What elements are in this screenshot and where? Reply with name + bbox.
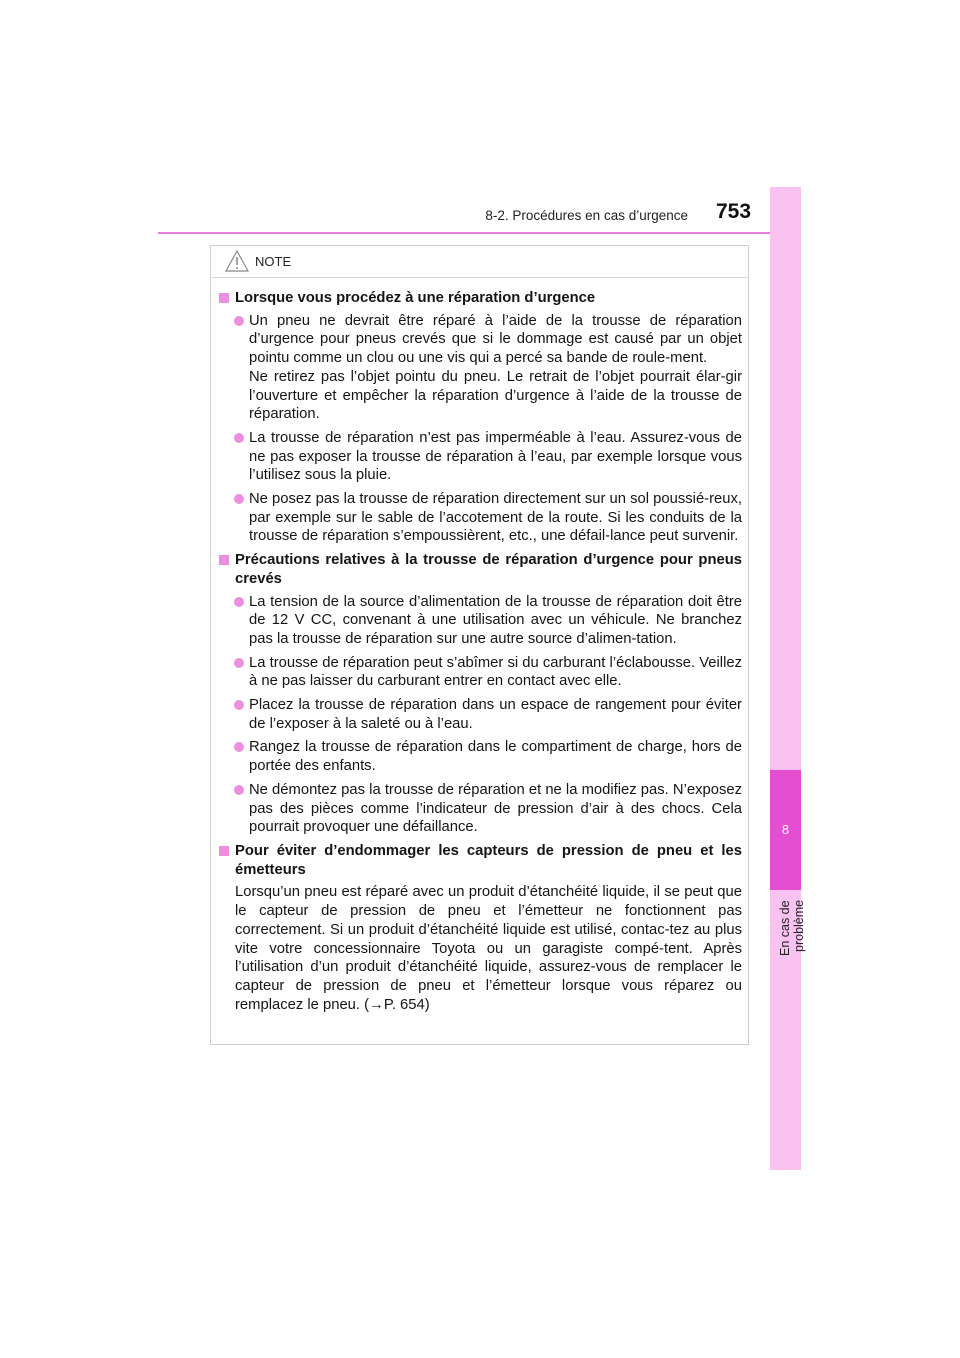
note-header (211, 246, 748, 278)
note-body (211, 278, 748, 1014)
page-number: 753 (716, 200, 752, 223)
note-box (210, 245, 749, 1045)
list-item (219, 312, 742, 424)
header-section-title: 8-2. Procédures en cas d’urgence (485, 208, 688, 223)
paragraph: Lorsqu’un pneu est réparé avec un produit d’étanchéité liquide, il se peut que le capteur de pression de pneu et l’émetteur ne fonctionnent pas correctement. Si un produit d’étanchéité liquide est utilisé, contac-tez au plus vite votre concessionnaire Toyota ou un garagiste compé-tent. Après l’utilisation d’un produit d’étanchéité liquide, assurez-vous de remplacer le capteur de pression de pneu et l’émetteur lorsque vous réparez ou remplacez le pneu. (→P. 654) (235, 884, 742, 1013)
section-title-emergency-repair: Lorsque vous procédez à une réparation d’urgence (219, 289, 742, 308)
chapter-side-tab (770, 187, 801, 1170)
list-item: Ne démontez pas la trousse de réparation et ne la modifiez pas. N’exposez pas des pièces comme l’indicateur de pression d’air à des chocs. Cela pourrait provoquer une défaillance. (219, 781, 742, 837)
warning-triangle-icon (225, 250, 249, 277)
list-item: La trousse de réparation n’est pas imperméable à l’eau. Assurez-vous de ne pas exposer la trousse de réparation à l’eau, par exemple lorsque vous l’utilisez sous la pluie. (219, 429, 742, 485)
list-item: La tension de la source d’alimentation de la trousse de réparation doit être de 12 V CC, convenant à une utilisation avec un véhicule. Ne branchez pas la trousse de réparation sur une autre source d’alimen-tation. (219, 593, 742, 649)
list-item-text: Ne retirez pas l’objet pointu du pneu. Le retrait de l’objet pourrait élar-gir l’ouverture et empêcher la réparation d’urgence à l’aide de la trousse de réparation. (249, 368, 742, 423)
chapter-number: 8 (781, 822, 790, 837)
note-label: NOTE (255, 254, 292, 269)
section-title-sensor-damage: Pour éviter d’endommager les capteurs de pression de pneu et les émetteurs (219, 842, 742, 879)
header-divider (158, 232, 800, 234)
list-item: Placez la trousse de réparation dans un espace de rangement pour éviter de l’exposer à la saleté ou à l’eau. (219, 696, 742, 733)
list-item-text: Un pneu ne devrait être réparé à l’aide de la trousse de réparation d’urgence pour pneus crevés que si le dommage est causé par un objet pointu comme un clou ou une vis qui a percé sa bande de roule-ment. (249, 312, 742, 367)
section-title-kit-precautions: Précautions relatives à la trousse de réparation d’urgence pour pneus crevés (219, 551, 742, 588)
list-item: Rangez la trousse de réparation dans le compartiment de charge, hors de portée des enfants. (219, 738, 742, 775)
list-item: La trousse de réparation peut s’abîmer si du carburant l’éclabousse. Veillez à ne pas laisser du carburant entrer en contact avec elle. (219, 654, 742, 691)
chapter-title: En cas de problème (778, 900, 806, 956)
list-item: Ne posez pas la trousse de réparation directement sur un sol poussié-reux, par exemple sur le sable de l’accotement de la route. Si les conduits de la trousse de réparation s’empoussièrent, etc., une défail-lance peut survenir. (219, 490, 742, 546)
